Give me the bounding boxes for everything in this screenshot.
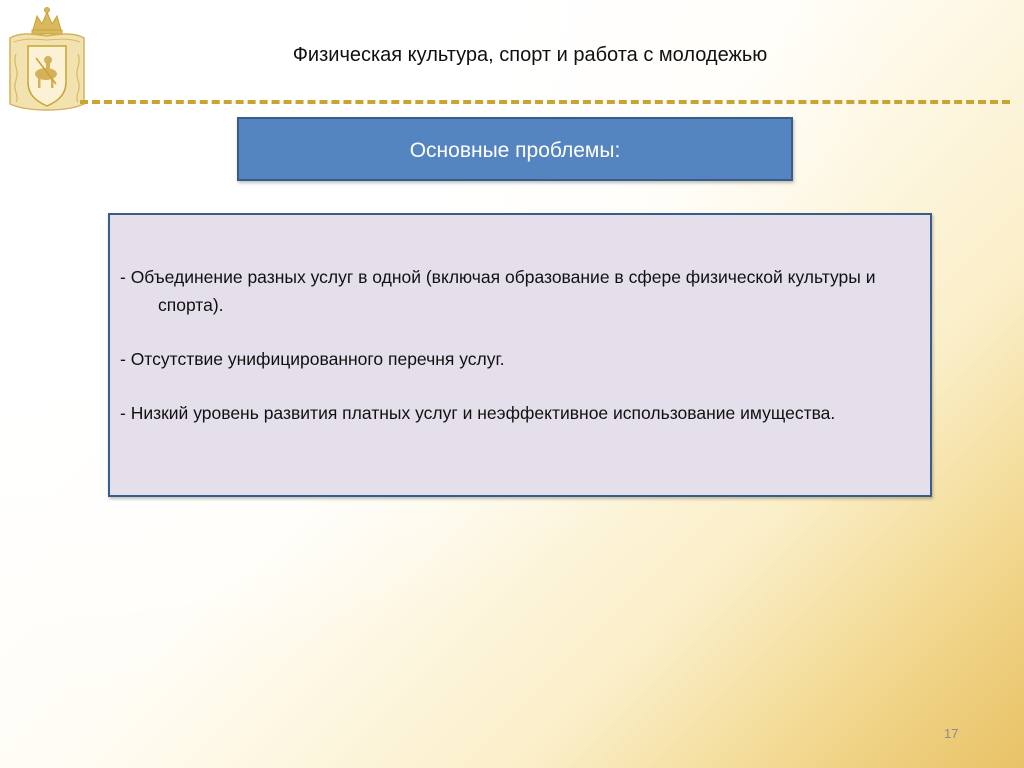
problem-item: - Низкий уровень развития платных услуг и неэффективное использование имущества. [120, 403, 836, 423]
title-divider [80, 100, 1010, 104]
problem-item: - Объединение разных услуг в одной (включая образование в сфере физической культуры и спорта). [120, 267, 876, 315]
coat-of-arms-icon [6, 4, 88, 114]
page-number: 17 [944, 726, 959, 741]
problems-list-box [108, 213, 932, 497]
section-header-box [237, 117, 793, 181]
slide-title: Физическая культура, спорт и работа с молодежью [292, 44, 768, 66]
problem-item: - Отсутствие унифицированного перечня услуг. [120, 349, 505, 369]
section-header-label: Основные проблемы: [409, 139, 621, 162]
